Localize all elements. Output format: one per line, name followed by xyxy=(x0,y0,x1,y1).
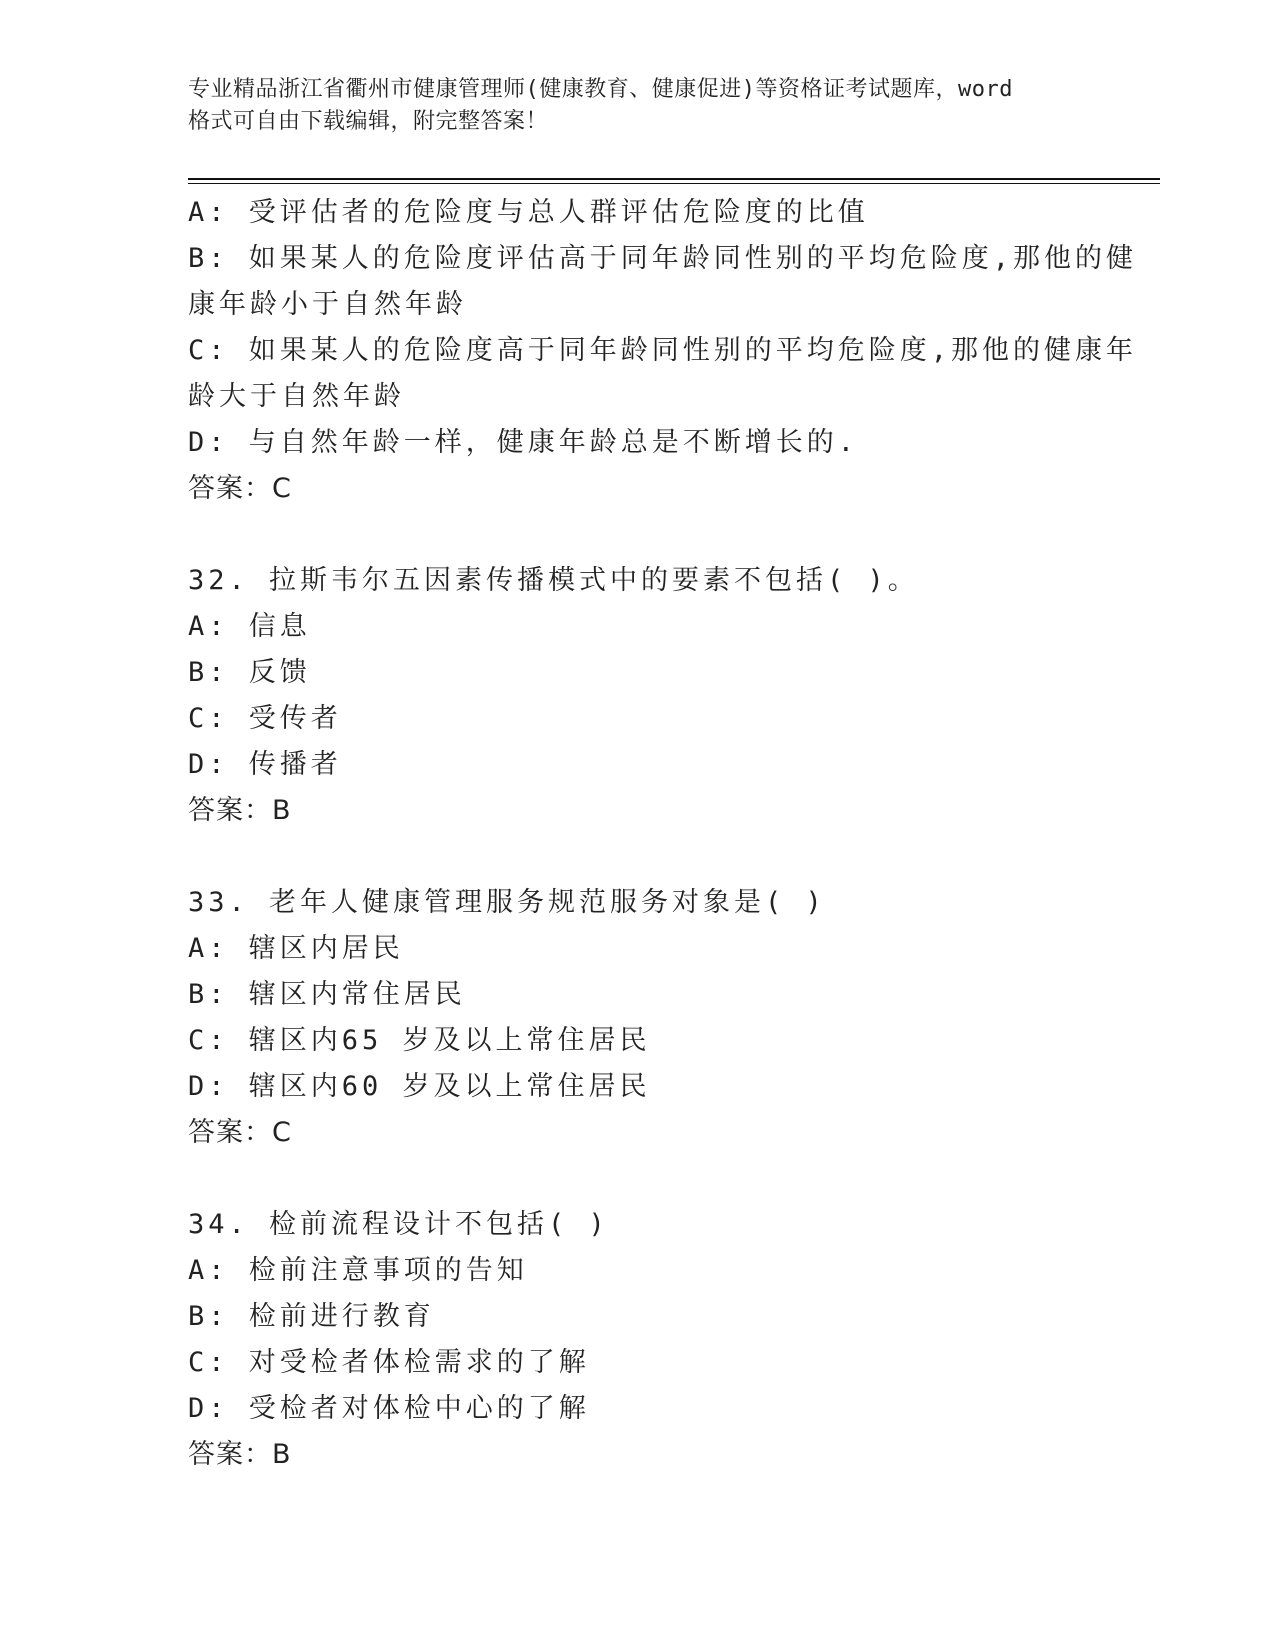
q34-question: 34. 检前流程设计不包括( ) xyxy=(188,1209,609,1240)
q31-option-b-line-1: B: 如果某人的危险度评估高于同年龄同性别的平均危险度,那他的健 xyxy=(188,243,1138,274)
q33-option-d: D: 辖区内60 岁及以上常住居民 xyxy=(188,1071,651,1102)
q32-question: 32. 拉斯韦尔五因素传播模式中的要素不包括( )。 xyxy=(188,565,919,596)
q31-option-c-line-2: 龄大于自然年龄 xyxy=(188,381,405,412)
question-32-block xyxy=(188,558,1088,834)
q31-option-a: A: 受评估者的危险度与总人群评估危险度的比值 xyxy=(188,197,869,228)
question-spacer xyxy=(188,512,1088,558)
q34-option-a: A: 检前注意事项的告知 xyxy=(188,1255,528,1286)
document-body xyxy=(188,190,1138,1478)
q32-option-d: D: 传播者 xyxy=(188,749,342,780)
q34-option-c: C: 对受检者体检需求的了解 xyxy=(188,1347,590,1378)
q33-option-a: A: 辖区内居民 xyxy=(188,933,404,964)
header-line-2: 格式可自由下载编辑，附完整答案！ xyxy=(188,109,549,134)
q34-option-d: D: 受检者对体检中心的了解 xyxy=(188,1393,590,1424)
q32-option-a: A: 信息 xyxy=(188,611,311,642)
question-spacer xyxy=(188,834,1088,880)
q33-option-c: C: 辖区内65 岁及以上常住居民 xyxy=(188,1025,651,1056)
header-divider-thick xyxy=(188,178,1160,180)
q31-option-b-line-2: 康年龄小于自然年龄 xyxy=(188,289,467,320)
q32-option-b: B: 反馈 xyxy=(188,657,311,688)
q34-answer: 答案：B xyxy=(188,1439,292,1470)
q32-option-c: C: 受传者 xyxy=(188,703,342,734)
q31-option-c-line-1: C: 如果某人的危险度高于同年龄同性别的平均危险度,那他的健康年 xyxy=(188,335,1138,366)
q31-option-d: D: 与自然年龄一样，健康年龄总是不断增长的. xyxy=(188,427,859,458)
q31-answer: 答案：C xyxy=(188,473,292,504)
question-33-block xyxy=(188,880,1088,1156)
q33-question: 33. 老年人健康管理服务规范服务对象是( ) xyxy=(188,887,826,918)
q33-option-b: B: 辖区内常住居民 xyxy=(188,979,466,1010)
q34-option-b: B: 检前进行教育 xyxy=(188,1301,435,1332)
q32-answer: 答案：B xyxy=(188,795,292,826)
header-line-1: 专业精品浙江省衢州市健康管理师(健康教育、健康促进)等资格证考试题库，word xyxy=(188,77,1013,102)
question-spacer xyxy=(188,1156,1088,1202)
question-31-block xyxy=(188,190,1138,512)
document-header xyxy=(188,74,1088,138)
header-divider-thin xyxy=(188,183,1160,184)
q33-answer: 答案：C xyxy=(188,1117,292,1148)
question-34-block xyxy=(188,1202,1088,1478)
